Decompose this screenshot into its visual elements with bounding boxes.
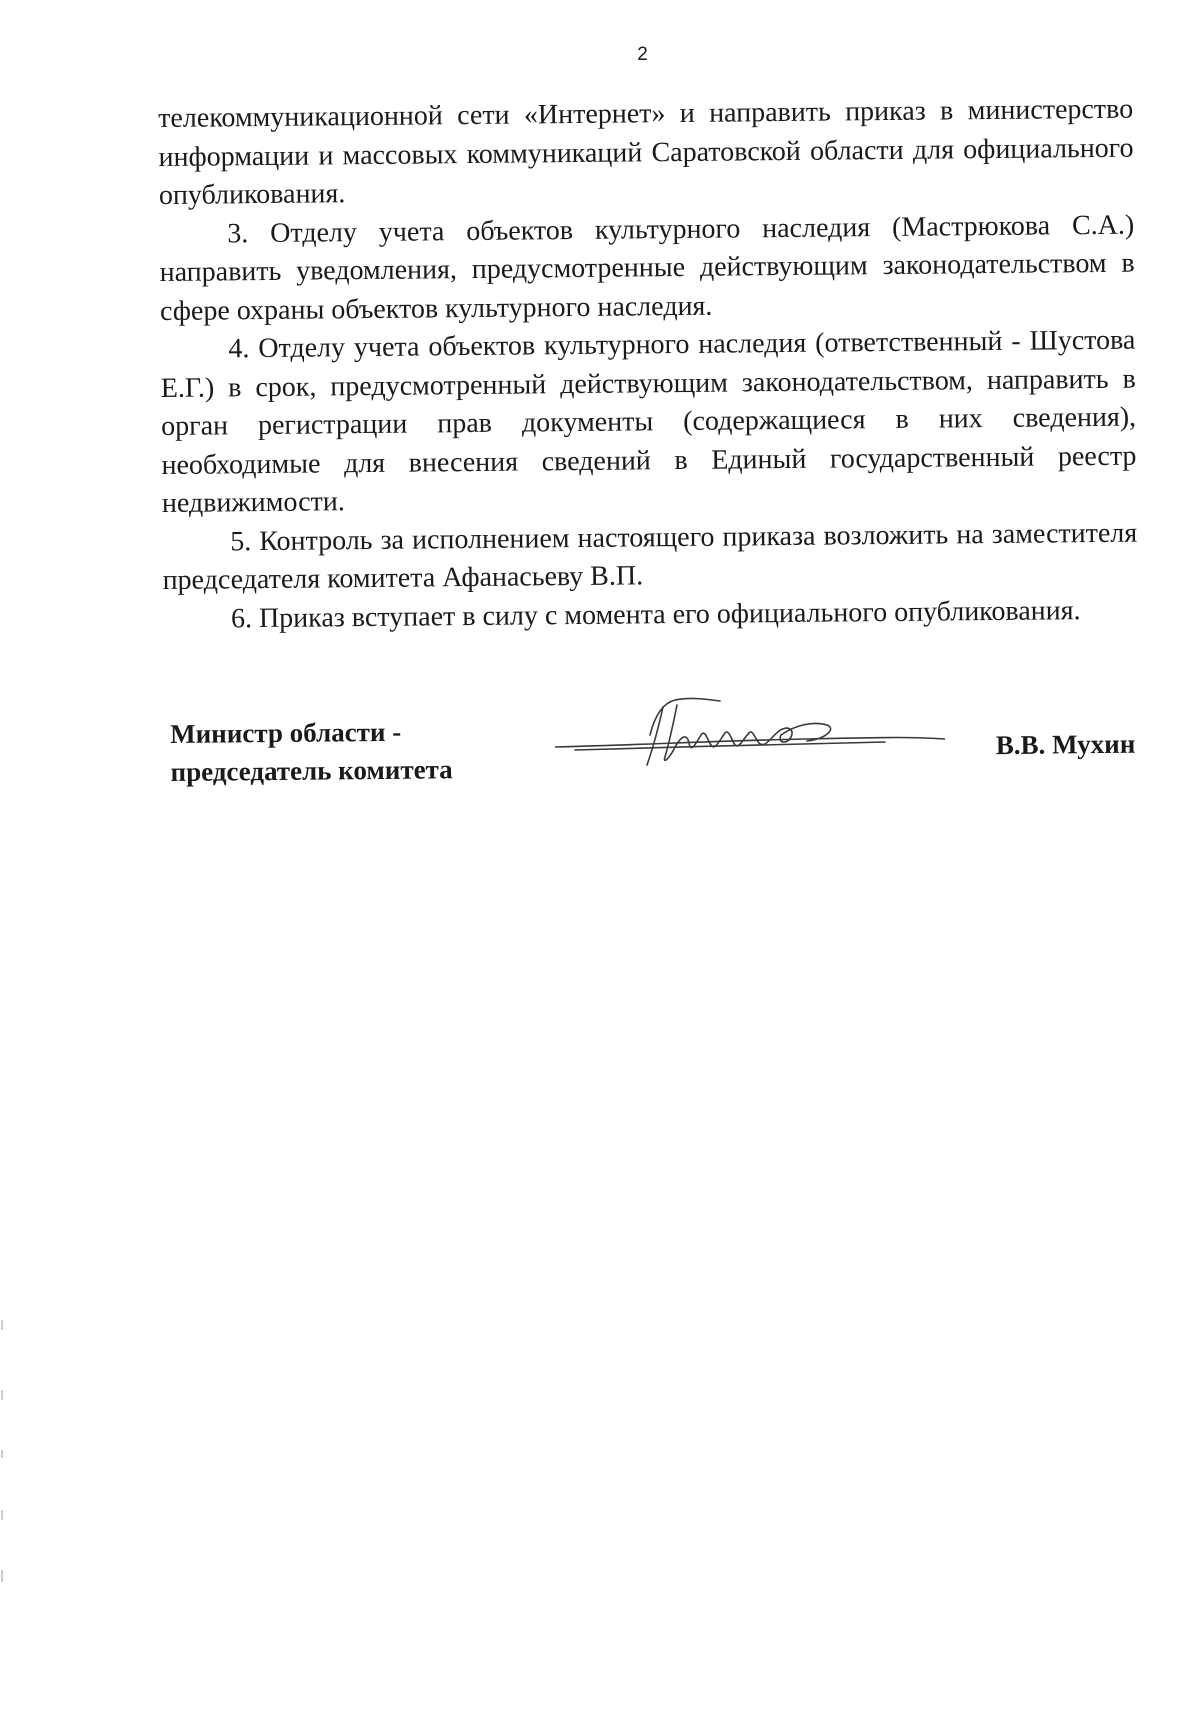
paragraph-continuation: телекоммуникационной сети «Интернет» и направить приказ в министерство информации и массовых коммуникаций Саратовской области для официального опубликования.: [158, 93, 1134, 211]
paragraph-item-5: 5. Контроль за исполнением настоящего приказа возложить на заместителя председателя комитета Афанасьеву В.П.: [162, 517, 1138, 596]
signatory-title: [170, 712, 453, 791]
paragraph-item-6: 6. Приказ вступает в силу с момента его официального опубликования.: [230, 594, 1081, 634]
signatory-title-line-2: председатель комитета: [170, 754, 453, 787]
signatory-name: В.В. Мухин: [995, 728, 1136, 761]
signatory-title-line-1: Министр области -: [170, 716, 402, 749]
page-number: 2: [637, 44, 648, 65]
paragraph-item-3: 3. Отделу учета объектов культурного наследия (Мастрюкова С.А.) направить уведомления, предусмотренные действующим законодательством в сфере охраны объектов культурного наследия.: [159, 209, 1135, 327]
signature-block: [170, 706, 1136, 805]
document-body: [158, 91, 1138, 639]
scan-margin-marks: [0, 1320, 6, 1620]
paragraph-item-4: 4. Отделу учета объектов культурного наследия (ответственный - Шустова Е.Г.) в срок, предусмотренный действующим законодательством, направить в орган регистрации прав документы (содержащиеся в них сведения), необходимые для внесения сведений в Единый государственный реестр недвижимости.: [160, 324, 1137, 519]
